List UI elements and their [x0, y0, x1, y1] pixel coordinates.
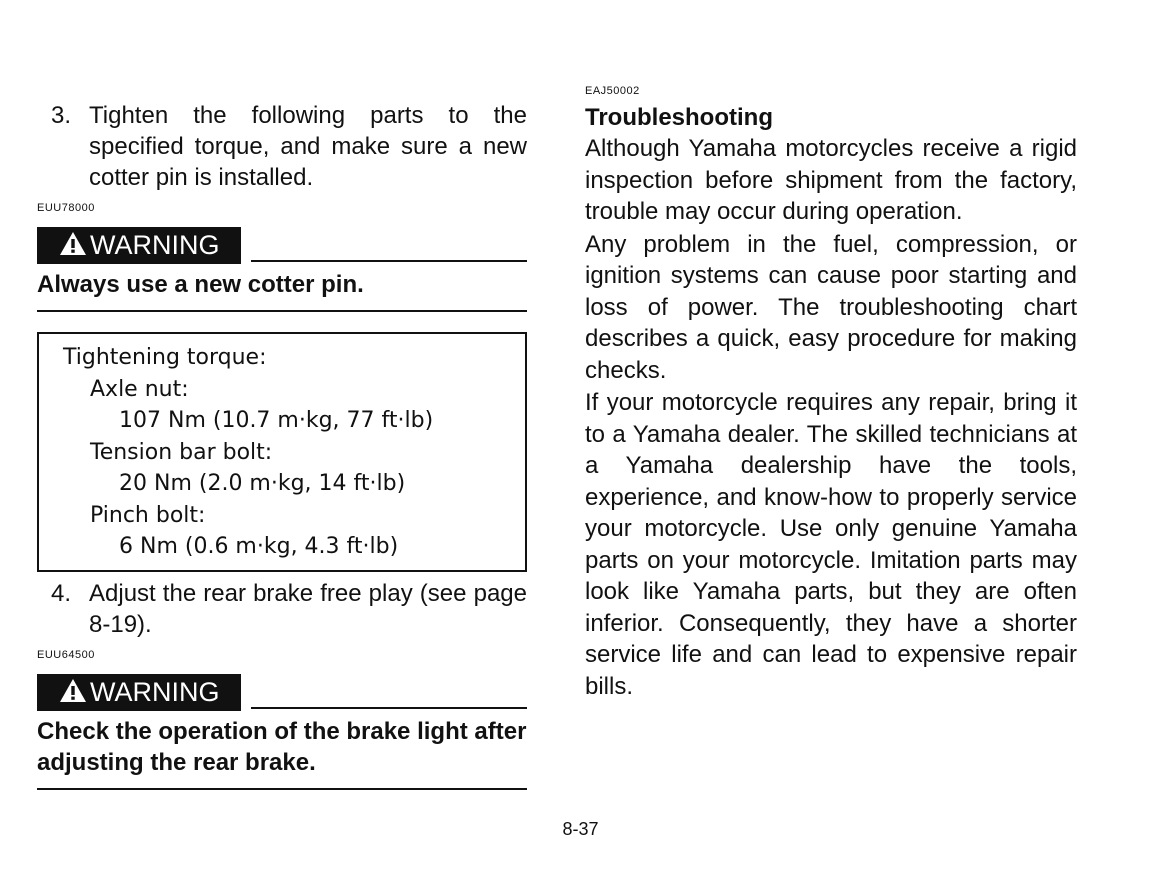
step-3-line-1: Tighten the following parts to the [89, 102, 527, 129]
pinch-bolt-value: 6 Nm (0.6 m·kg, 4.3 ft·lb) [119, 534, 399, 559]
warning-header-1 [37, 227, 527, 265]
torque-specs-box [37, 332, 527, 572]
right-column [585, 84, 1077, 702]
warning-rule-2 [251, 707, 527, 709]
step-4 [37, 578, 527, 640]
warning-triangle-icon [59, 229, 87, 266]
axle-nut-label: Axle nut: [90, 376, 189, 402]
warning-header-2 [37, 674, 527, 712]
axle-nut-value: 107 Nm (10.7 m·kg, 77 ft·lb) [119, 408, 434, 433]
paragraph-3: If your motorcycle requires any repair, bring it to a Yamaha dealer. The skilled technicians at a Yamaha dealership have the tools, experience, and know-how to properly service your motorcycle. Use only genuine Yamaha parts on your motorcycle. Imitation parts may look like Yamaha parts, but they are often inferior. Consequently, they have a shorter service life and can lead to expensive repair bills. [585, 389, 1077, 700]
page-number: 8-37 [562, 819, 599, 839]
pinch-bolt-label: Pinch bolt: [90, 502, 206, 528]
step-3-text: specified torque, and make sure a new cotter pin is installed. [89, 133, 527, 191]
warning-text-2: Check the operation of the brake light after adjusting the rear brake. [37, 716, 527, 790]
doc-code-1: EUU78000 [37, 202, 95, 214]
tension-bar-bolt-value: 20 Nm (2.0 m·kg, 14 ft·lb) [119, 471, 406, 496]
step-3-number: 3. [51, 102, 72, 129]
doc-code-2: EUU64500 [37, 648, 95, 661]
warning-rule-1 [251, 260, 527, 262]
step-3 [37, 100, 527, 193]
section-title: Troubleshooting [585, 104, 773, 131]
warning-label-1: WARNING [90, 230, 220, 260]
warning-triangle-icon [59, 676, 87, 713]
step-4-text: Adjust the rear brake free play (see page 8-19). [89, 579, 527, 638]
warning-badge-1 [37, 227, 241, 264]
paragraph-1: Although Yamaha motorcycles receive a rigid inspection before shipment from the factory, trouble may occur during operation. [585, 135, 1077, 225]
paragraph-2: Any problem in the fuel, compression, or ignition systems can cause poor starting and loss of power. The troubleshooting chart describes a quick, easy procedure for making checks. [585, 230, 1077, 384]
step-4-number: 4. [51, 579, 72, 607]
tension-bar-bolt-label: Tension bar bolt: [90, 439, 273, 465]
warning-label-2: WARNING [90, 676, 220, 707]
left-column [37, 100, 527, 790]
warning-text-1: Always use a new cotter pin. [37, 269, 527, 312]
warning-badge-2 [37, 674, 241, 711]
torque-heading: Tightening torque: [63, 345, 267, 370]
doc-code-3: EAJ50002 [585, 85, 640, 97]
